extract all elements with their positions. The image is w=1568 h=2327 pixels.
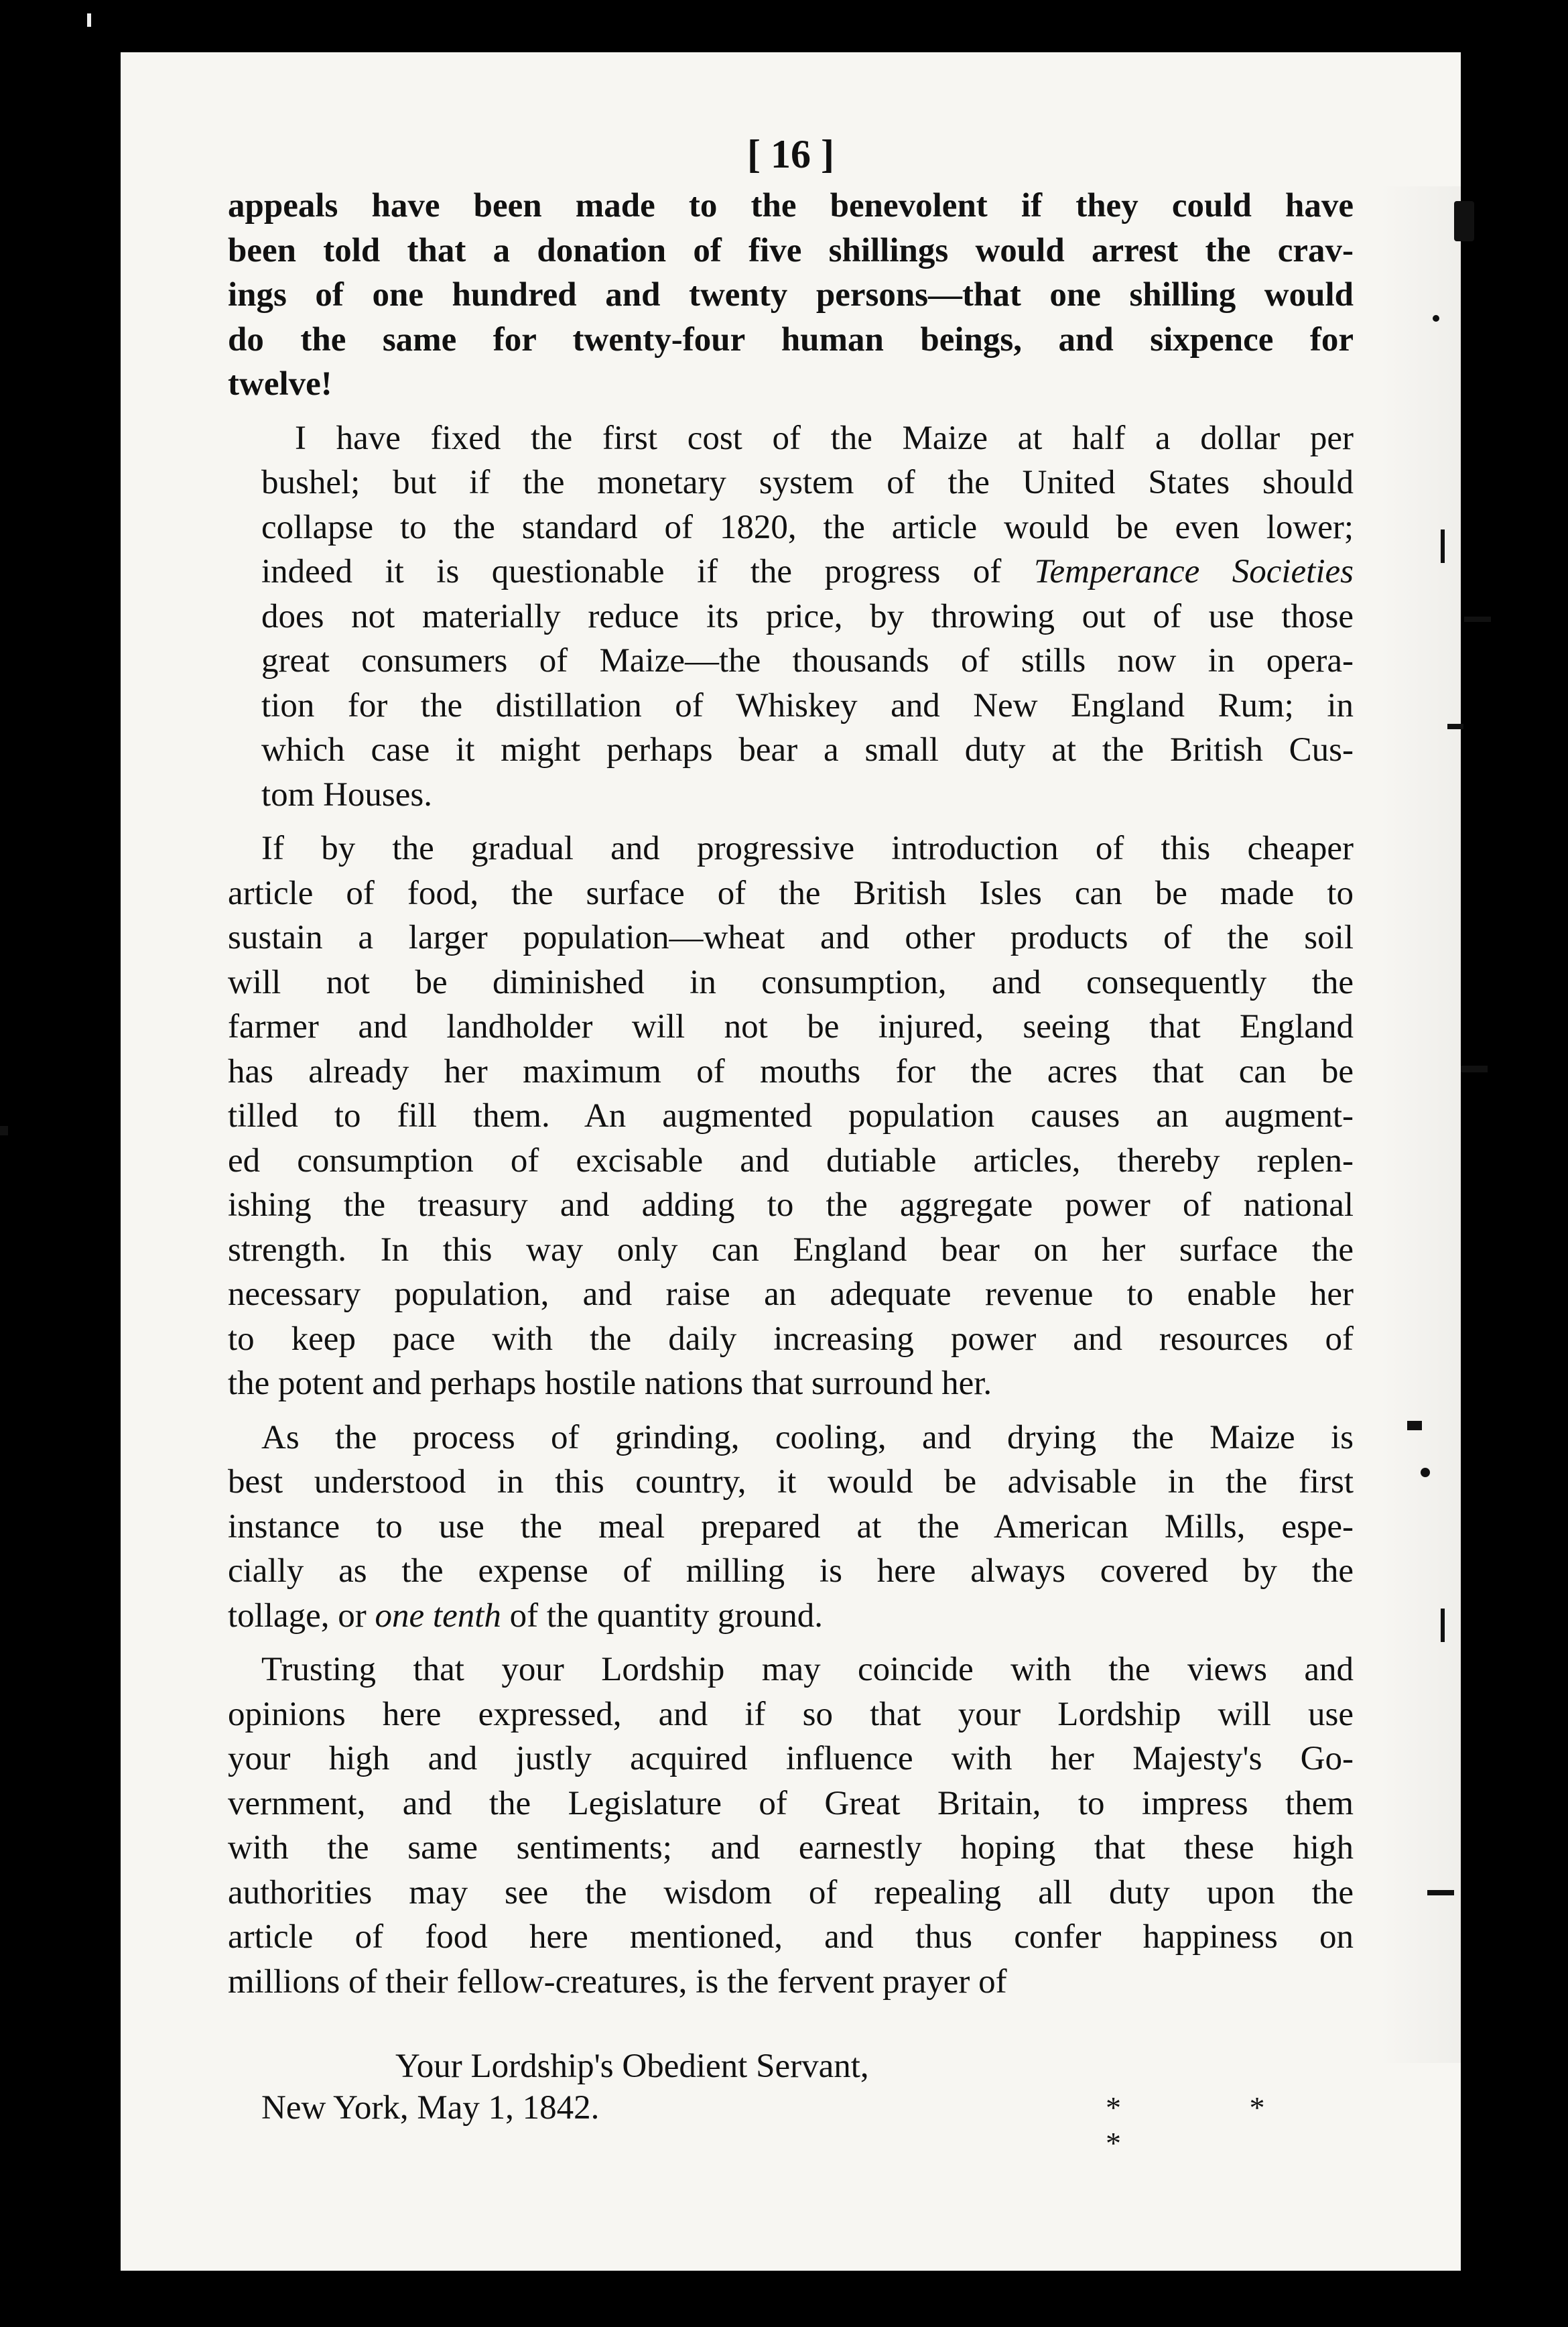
scan-mark — [87, 13, 91, 27]
text-line: tollage, or one tenth of the quantity ground. — [228, 1596, 824, 1635]
scan-mark — [1447, 724, 1463, 729]
text-line: strength. In this way only can England bear on her surface the — [228, 1231, 1354, 1269]
scan-mark — [1427, 1890, 1454, 1895]
paragraph-3 — [228, 826, 1354, 1406]
text-line: with the same sentiments; and earnestly hoping that these high — [228, 1829, 1354, 1867]
scan-mark — [1433, 315, 1439, 322]
text-line: ings of one hundred and twenty persons—that one shilling would — [228, 276, 1354, 314]
scan-mark — [1461, 1066, 1488, 1072]
text-line: vernment, and the Legislature of Great Britain, to impress them — [228, 1784, 1354, 1822]
text-line: As the process of grinding, cooling, and drying the Maize is — [261, 1418, 1354, 1456]
text-line: tom Houses. — [261, 775, 432, 814]
text-line: great consumers of Maize—the thousands of stills now in opera- — [261, 642, 1354, 680]
body-text — [228, 184, 1354, 2013]
text-line: cially as the expense of milling is here always covered by the — [228, 1552, 1354, 1590]
scan-mark — [1441, 1609, 1445, 1642]
text-line: the potent and perhaps hostile nations that surround her. — [228, 1365, 992, 1402]
text-line: farmer and landholder will not be injured, seeing that England — [228, 1008, 1354, 1046]
text-line: to keep pace with the daily increasing power and resources of — [228, 1320, 1354, 1358]
text-line: authorities may see the wisdom of repealing all duty upon the — [228, 1873, 1354, 1911]
italic-phrase: one tenth — [375, 1596, 501, 1635]
scan-mark — [0, 1126, 8, 1135]
text-line: bushel; but if the monetary system of the United States should — [261, 464, 1354, 501]
signoff-line: Your Lordship's Obedient Servant, — [395, 2048, 869, 2085]
signature-stars: * * * — [1106, 2090, 1325, 2160]
text-line: been told that a donation of five shillings would arrest the crav- — [228, 231, 1354, 269]
text-line: ed consumption of excisable and dutiable articles, thereby replen- — [228, 1141, 1354, 1180]
text-line: will not be diminished in consumption, and consequently the — [228, 963, 1354, 1001]
scan-mark — [1441, 529, 1445, 563]
text-line: I have fixed the first cost of the Maize at half a dollar per — [295, 419, 1354, 457]
text-line: necessary population, and raise an adequate revenue to enable her — [228, 1275, 1354, 1313]
paragraph-1 — [228, 184, 1354, 407]
italic-phrase: Temperance Societies — [1033, 553, 1354, 590]
text-line: Trusting that your Lordship may coincide with the views and — [261, 1651, 1354, 1688]
text-line: do the same for twenty-four human beings, and sixpence for — [228, 320, 1354, 359]
text-line: article of food here mentioned, and thus confer happiness on — [228, 1918, 1354, 1956]
text-line: appeals have been made to the benevolent if they could have — [228, 187, 1354, 225]
text-line: your high and justly acquired influence with her Majesty's Go- — [228, 1740, 1354, 1777]
paragraph-5 — [228, 1647, 1354, 2004]
paragraph-4 — [228, 1416, 1354, 1639]
scan-mark — [1464, 617, 1491, 622]
text-line: If by the gradual and progressive introduction of this cheaper — [261, 830, 1354, 867]
text-line: does not materially reduce its price, by throwing out of use those — [261, 597, 1354, 635]
scan-mark — [1407, 1421, 1422, 1430]
text-line: instance to use the meal prepared at the American Mills, espe- — [228, 1507, 1354, 1546]
place-date: New York, May 1, 1842. — [261, 2089, 600, 2127]
text-line: collapse to the standard of 1820, the article would be even lower; — [261, 508, 1354, 546]
text-line: has already her maximum of mouths for the acres that can be — [228, 1052, 1354, 1090]
document-page — [121, 52, 1461, 2271]
paragraph-2 — [228, 416, 1354, 818]
text-line: opinions here expressed, and if so that your Lordship will use — [228, 1695, 1354, 1733]
text-line: millions of their fellow-creatures, is the fervent prayer of — [228, 1962, 1007, 2001]
page-number: [ 16 ] — [747, 132, 834, 176]
text-line: indeed it is questionable if the progress of Temperance Societies — [261, 553, 1354, 590]
text-line: article of food, the surface of the British Isles can be made to — [228, 874, 1354, 912]
scan-mark — [1454, 201, 1474, 241]
scan-mark — [1421, 1468, 1430, 1477]
text-line: sustain a larger population—wheat and other products of the soil — [228, 919, 1354, 956]
text-line: tion for the distillation of Whiskey and New England Rum; in — [261, 686, 1354, 725]
text-line: which case it might perhaps bear a small duty at the British Cus- — [261, 731, 1354, 769]
text-line: best understood in this country, it would be advisable in the first — [228, 1463, 1354, 1501]
bleed-through-shadow — [1380, 186, 1461, 2063]
text-line: ishing the treasury and adding to the aggregate power of national — [228, 1186, 1354, 1224]
text-line: tilled to fill them. An augmented population causes an augment- — [228, 1097, 1354, 1135]
text-line: twelve! — [228, 365, 332, 403]
